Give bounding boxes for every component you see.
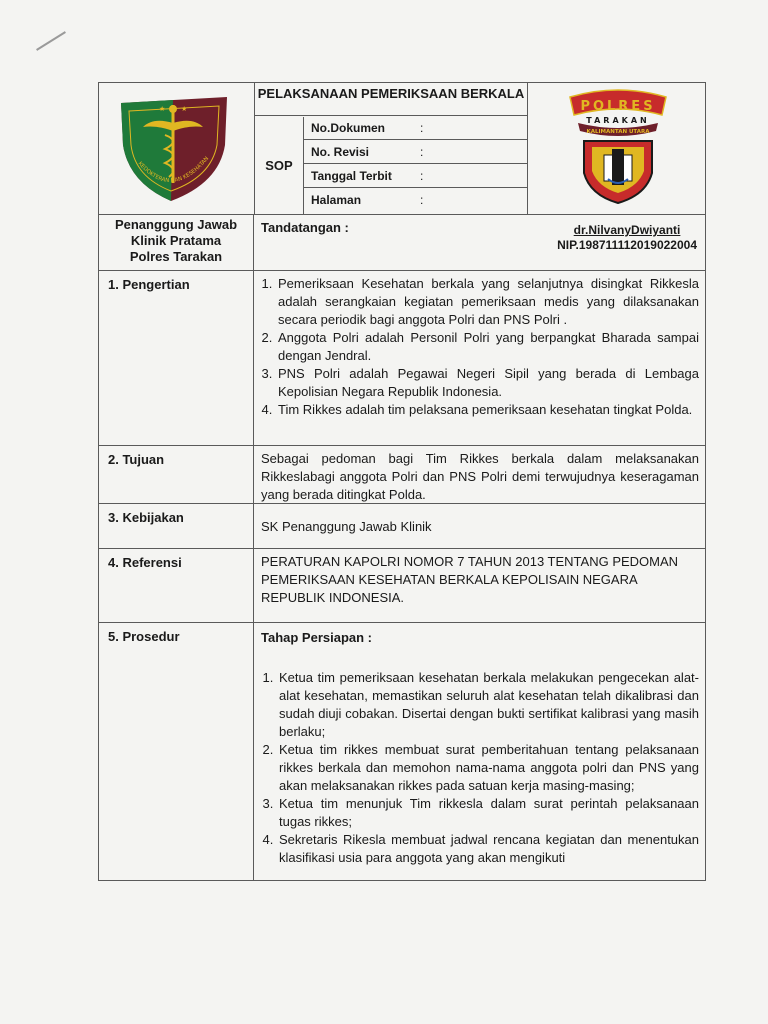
section-content: SK Penanggung Jawab Klinik (261, 519, 432, 534)
doctor-name: dr.NilvanyDwiyanti (573, 223, 681, 237)
list-item: 4. Sekretaris Rikesla membuat jadwal rencana kegiatan dan menentukan klasifikasi usia para anggota yang akan mengikuti (277, 831, 699, 867)
prosedur-list (261, 669, 699, 867)
section-tujuan (99, 446, 705, 504)
section-content: Sebagai pedoman bagi Tim Rikkes berkala dalam melaksanakan Rikkeslabagi anggota Polri dan PNS Polri demi terwujudnya keseragaman yang berada ditingkat Polda. (261, 451, 699, 502)
section-label: 4. Referensi (99, 549, 254, 622)
section-label: 5. Prosedur (99, 623, 254, 880)
section-referensi (99, 549, 705, 623)
section-label: 2. Tujuan (99, 446, 254, 503)
section-pengertian (99, 271, 705, 446)
right-logo-cell (527, 83, 706, 214)
section-content (254, 623, 705, 880)
list-item: 4. Tim Rikkes adalah tim pelaksana pemeriksaan kesehatan tingkat Polda. (276, 401, 699, 419)
list-item: 2. Anggota Polri adalah Personil Polri yang berpangkat Bharada sampai dengan Jendral. (276, 329, 699, 365)
responsible-label (99, 215, 254, 270)
responsible-line-3: Polres Tarakan (129, 249, 223, 264)
field-colon: : (420, 193, 424, 207)
svg-text:POLRES: POLRES (580, 99, 656, 114)
field-label: No. Revisi (311, 145, 370, 159)
signature-label: Tandatangan : (261, 220, 349, 235)
svg-text:★: ★ (181, 105, 188, 113)
responsible-row (99, 215, 705, 271)
kedokteran-logo-icon (99, 83, 254, 214)
document-header (99, 83, 705, 215)
prosedur-subheading: Tahap Persiapan : (261, 630, 373, 645)
section-content (254, 271, 705, 445)
field-colon: : (420, 145, 424, 159)
doctor-nip: NIP.198711112019022004 (557, 238, 697, 252)
list-item: 1. Ketua tim pemeriksaan kesehatan berkala melakukan pengecekan alat-alat kesehatan, memastikan seluruh alat kesehatan telah dikalibrasi dan sudah diuji cobakan. Disertai dengan bukti sertifikat kalibrasi yang masih berlaku; (277, 669, 699, 741)
document-title: PELAKSANAAN PEMERIKSAAN BERKALA (255, 83, 527, 116)
polres-emblem-icon (528, 83, 706, 214)
sop-label: SOP (255, 117, 304, 214)
pengertian-list (254, 275, 699, 419)
section-label: 3. Kebijakan (99, 504, 254, 548)
field-no-revisi (304, 141, 527, 164)
svg-text:KEDOKTERAN DAN KESEHATAN: KEDOKTERAN DAN KESEHATAN (136, 155, 211, 185)
list-item: 2. Ketua tim rikkes membuat surat pemberitahuan tentang pelaksanaan rikkes berkala dan memohon nama-nama anggota polri dan PNS yang akan melaksanakan rikkes pada satuan kerja masing-masing; (277, 741, 699, 795)
field-colon: : (420, 121, 424, 135)
section-prosedur (99, 623, 705, 881)
list-item: 3. PNS Polri adalah Pegawai Negeri Sipil yang berada di Lembaga Kepolisian Negara Republik Indonesia. (276, 365, 699, 401)
field-tanggal-terbit (304, 165, 527, 188)
field-no-dokumen (304, 117, 527, 140)
sop-document (98, 82, 706, 881)
section-kebijakan (99, 504, 705, 549)
section-label: 1. Pengertian (99, 271, 254, 445)
list-item: 3. Ketua tim menunjuk Tim rikkesla dalam surat perintah pelaksanaan tugas rikkes; (277, 795, 699, 831)
field-colon: : (420, 169, 424, 183)
field-halaman (304, 189, 527, 212)
scan-mark (36, 31, 66, 51)
doctor-info (557, 223, 697, 253)
field-label: Halaman (311, 193, 362, 207)
left-logo-cell (99, 83, 255, 214)
responsible-line-2: Klinik Pratama (130, 233, 222, 248)
responsible-line-1: Penanggung Jawab (114, 217, 238, 232)
section-content: PERATURAN KAPOLRI NOMOR 7 TAHUN 2013 TENTANG PEDOMAN PEMERIKSAAN KESEHATAN BERKALA KEPOLISAIN NEGARA REPUBLIK INDONESIA. (261, 554, 679, 605)
svg-text:★: ★ (159, 105, 166, 113)
field-label: No.Dokumen (311, 121, 386, 135)
svg-text:TARAKAN: TARAKAN (586, 116, 650, 125)
field-label: Tanggal Terbit (311, 169, 392, 183)
svg-text:KALIMANTAN UTARA: KALIMANTAN UTARA (586, 129, 650, 135)
list-item: 1. Pemeriksaan Kesehatan berkala yang selanjutnya disingkat Rikkesla adalah serangkaian kegiatan pemeriksaan medis yang dilaksanakan secara periodik bagi anggota Polri dan PNS Polri . (276, 275, 699, 329)
